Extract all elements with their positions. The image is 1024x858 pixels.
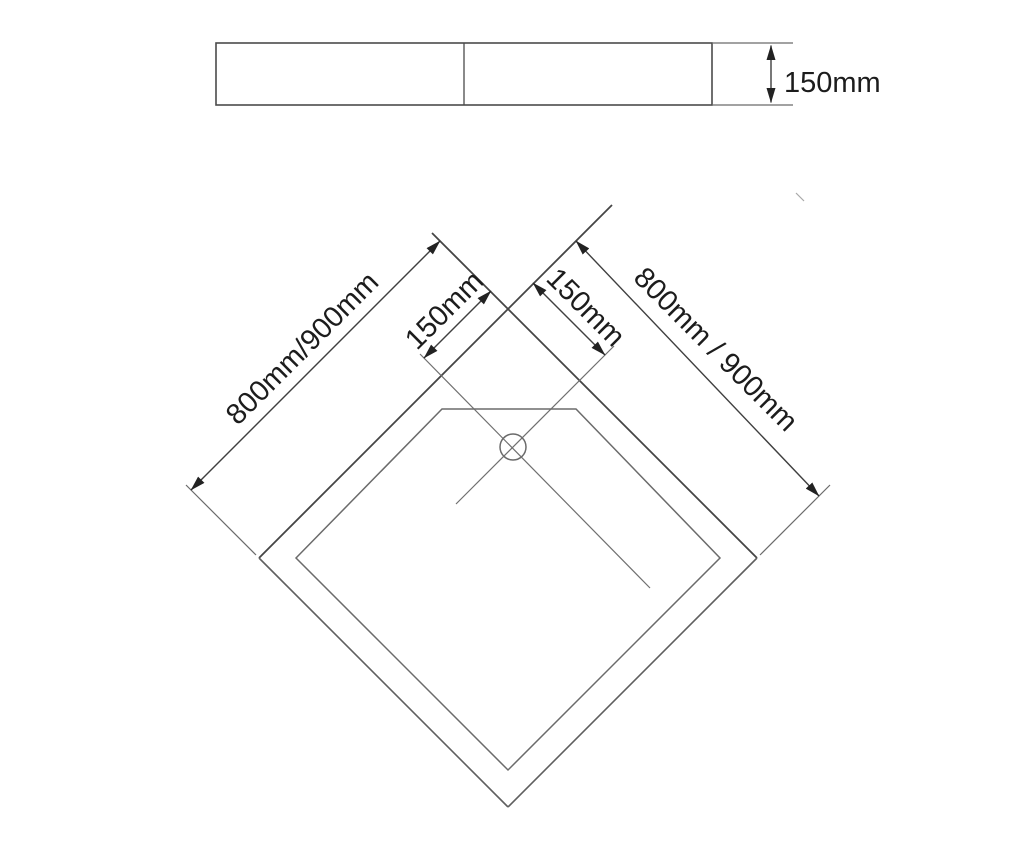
left-side-dimension-line xyxy=(191,241,440,490)
left-corner-dimension-label: 150mm xyxy=(399,265,491,357)
left-side-dimension-label: 800mm/900mm xyxy=(220,266,386,432)
height-dimension-label: 150mm xyxy=(784,67,881,99)
drain-centerline-nw-se xyxy=(420,354,650,588)
scan-artifact-tick xyxy=(796,193,804,201)
right-side-dimension-line xyxy=(576,241,819,496)
drain-centerline-ne-sw xyxy=(456,346,614,504)
plan-view xyxy=(186,193,830,807)
extension-line-right-vertex xyxy=(760,485,830,555)
extension-line-left-vertex xyxy=(186,485,256,555)
side-view xyxy=(216,43,881,105)
outer-edge-bottom-right xyxy=(508,558,757,807)
inner-rim-outline xyxy=(296,409,720,770)
outer-edge-top-left xyxy=(259,205,612,558)
outer-edge-bottom-left xyxy=(259,558,508,807)
right-side-dimension-label: 800mm / 900mm xyxy=(627,261,804,438)
right-corner-dimension-label: 150mm xyxy=(539,262,631,354)
